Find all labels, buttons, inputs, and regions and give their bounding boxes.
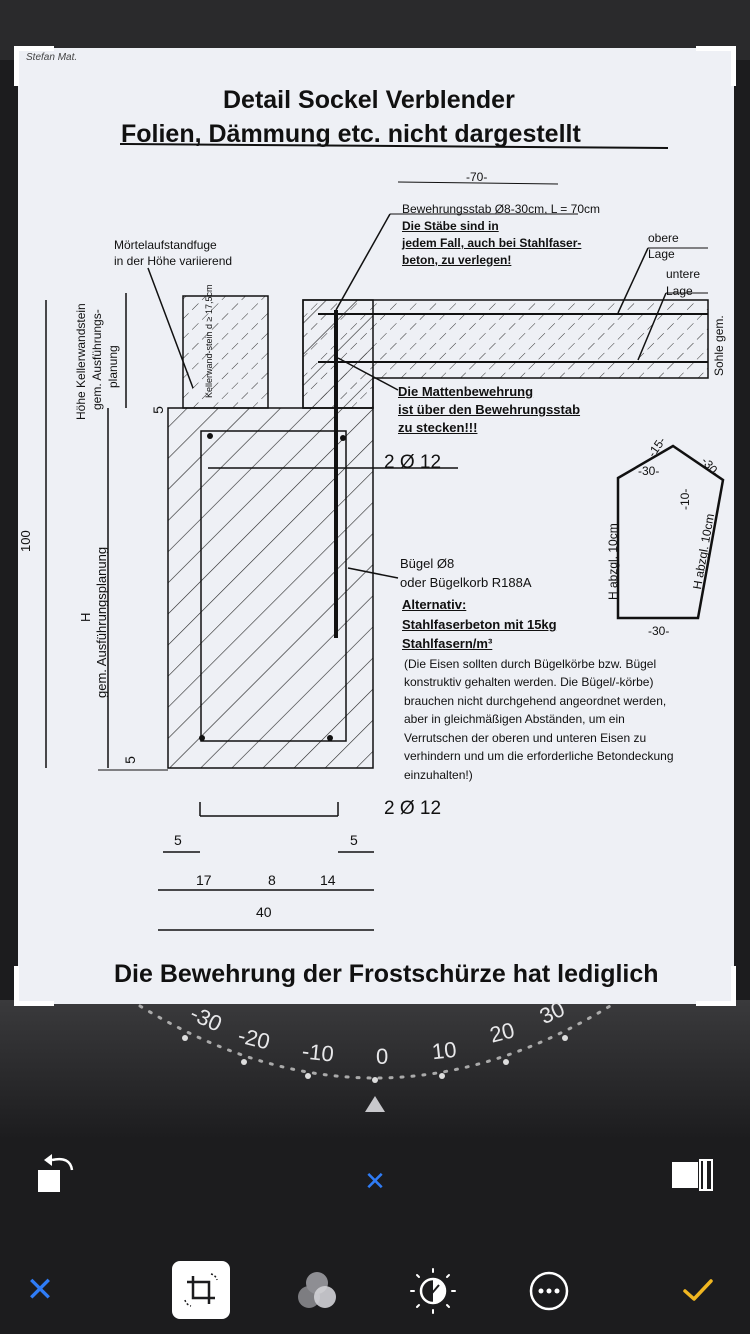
alt-8: Verrutschen der oberen und unteren Eisen zu xyxy=(404,731,647,745)
author-label: Stefan Mat. xyxy=(26,52,78,63)
rebar-note-2: Die Stäbe sind in xyxy=(402,219,499,233)
dim-40: 40 xyxy=(256,904,272,920)
shape-h-left: H abzgl. 10cm xyxy=(606,523,620,600)
mortar-note-2: in der Höhe variierend xyxy=(114,254,233,268)
dial-pointer-icon xyxy=(365,1096,385,1112)
dial-label-20: 20 xyxy=(487,1017,518,1048)
dim-14: 14 xyxy=(320,872,336,888)
filters-icon[interactable] xyxy=(292,1266,342,1316)
left-dim-100: 100 xyxy=(18,530,33,552)
reset-button[interactable]: ✕ xyxy=(364,1165,386,1196)
dim-5-upper: 5 xyxy=(149,406,166,414)
lower-layer-2: Lage xyxy=(666,284,693,298)
dim-5-bottom-right: 5 xyxy=(350,832,358,848)
mesh-note-1: Die Mattenbewehrung xyxy=(398,384,534,399)
footer-text: Die Bewehrung der Frostschürze hat lediglich xyxy=(114,960,659,988)
crop-handle-top-left[interactable] xyxy=(14,46,54,86)
dim-5-lower: 5 xyxy=(121,756,138,764)
dial-label-minus-30: -30 xyxy=(186,1000,226,1037)
rebar-note-4: beton, zu verlegen! xyxy=(402,253,512,267)
dial-label-minus-20: -20 xyxy=(235,1022,273,1055)
left-label-5: gem. Ausführungsplanung xyxy=(94,546,109,698)
dim-top: -70- xyxy=(466,170,488,184)
alt-3: Stahlfasern/m³ xyxy=(402,636,493,651)
crop-icon xyxy=(181,1270,221,1310)
stirrup-1: Bügel Ø8 xyxy=(400,556,455,571)
alt-1: Alternativ: xyxy=(402,597,467,612)
alt-7: aber in gleichmäßigen Abständen, um ein xyxy=(404,712,625,726)
mortar-note-1: Mörtelaufstandfuge xyxy=(114,238,217,252)
dial-label-minus-10: -10 xyxy=(300,1038,336,1067)
dim-8: 8 xyxy=(268,872,276,888)
drawing-lines xyxy=(18,48,734,1004)
shape-dim-15: -15- xyxy=(644,434,669,460)
rebar-note-3: jedem Fall, auch bei Stahlfaser- xyxy=(402,236,582,250)
left-label-2: gem. Ausführungs- xyxy=(90,309,104,410)
shape-dim-10: -10- xyxy=(678,488,692,510)
straighten-dial[interactable] xyxy=(0,996,750,1100)
photo-canvas[interactable] xyxy=(18,48,734,1004)
left-label-4: H xyxy=(78,612,93,622)
document-subtitle: Folien, Dämmung etc. nicht dargestellt xyxy=(121,120,581,148)
alt-6: brauchen nicht durchgehend angeordnet werden, xyxy=(404,694,667,708)
mesh-note-3: zu stecken!!! xyxy=(398,420,478,435)
shape-dim-30a: -30- xyxy=(638,464,660,478)
more-options-icon[interactable] xyxy=(524,1266,574,1316)
dial-ticks xyxy=(0,1000,750,1100)
dial-label-30: 30 xyxy=(535,996,569,1030)
dial-label-0: 0 xyxy=(376,1044,389,1069)
stirrup-2: oder Bügelkorb R188A xyxy=(400,575,532,590)
document-title: Detail Sockel Verblender xyxy=(223,86,515,114)
dial-label-10: 10 xyxy=(430,1036,458,1065)
left-label-1: Höhe Kellerwandstein xyxy=(74,303,88,420)
alt-2: Stahlfaserbeton mit 15kg xyxy=(402,617,557,632)
rotate-left-icon[interactable] xyxy=(30,1150,80,1200)
shape-dim-30b: -30- xyxy=(648,624,670,638)
alt-4: (Die Eisen sollten durch Bügelkörbe bzw. Bügel xyxy=(404,657,657,671)
mesh-note-2: ist über den Bewehrungsstab xyxy=(398,402,581,417)
alt-9: verhindern und um die erforderliche Betondeckung xyxy=(404,749,674,763)
alt-5: konstruktiv gehalten werden. Die Bügel/-körbe) xyxy=(404,675,654,689)
aspect-ratio-icon[interactable] xyxy=(668,1156,718,1196)
left-label-3: planung xyxy=(106,345,120,388)
shape-dim-30c: -30- xyxy=(698,454,723,480)
upper-layer-1: obere xyxy=(648,231,679,245)
crop-handle-top-right[interactable] xyxy=(696,46,736,86)
bar-top-label: 2 Ø 12 xyxy=(384,452,442,473)
crop-tool-button[interactable] xyxy=(172,1261,230,1319)
shape-h-right: H abzgl. 10cm xyxy=(690,512,718,591)
bottom-toolbar xyxy=(0,1250,750,1334)
cancel-button[interactable]: ✕ xyxy=(25,1271,55,1309)
slab-label: Sohle gem. xyxy=(712,315,726,376)
done-checkmark-button[interactable] xyxy=(678,1272,718,1308)
adjust-icon[interactable] xyxy=(408,1266,458,1316)
alt-10: einzuhalten!) xyxy=(404,768,473,782)
dim-17: 17 xyxy=(196,872,212,888)
upper-layer-2: Lage xyxy=(648,247,675,261)
dim-5-bottom-left: 5 xyxy=(174,832,182,848)
lower-layer-1: untere xyxy=(666,267,701,281)
brick-label: Kellerwand-stein d ≥ 17,5cm xyxy=(204,284,214,398)
rebar-note-1: Bewehrungsstab Ø8-30cm, L = 70cm xyxy=(402,202,600,216)
bar-bottom-label: 2 Ø 12 xyxy=(384,798,442,819)
